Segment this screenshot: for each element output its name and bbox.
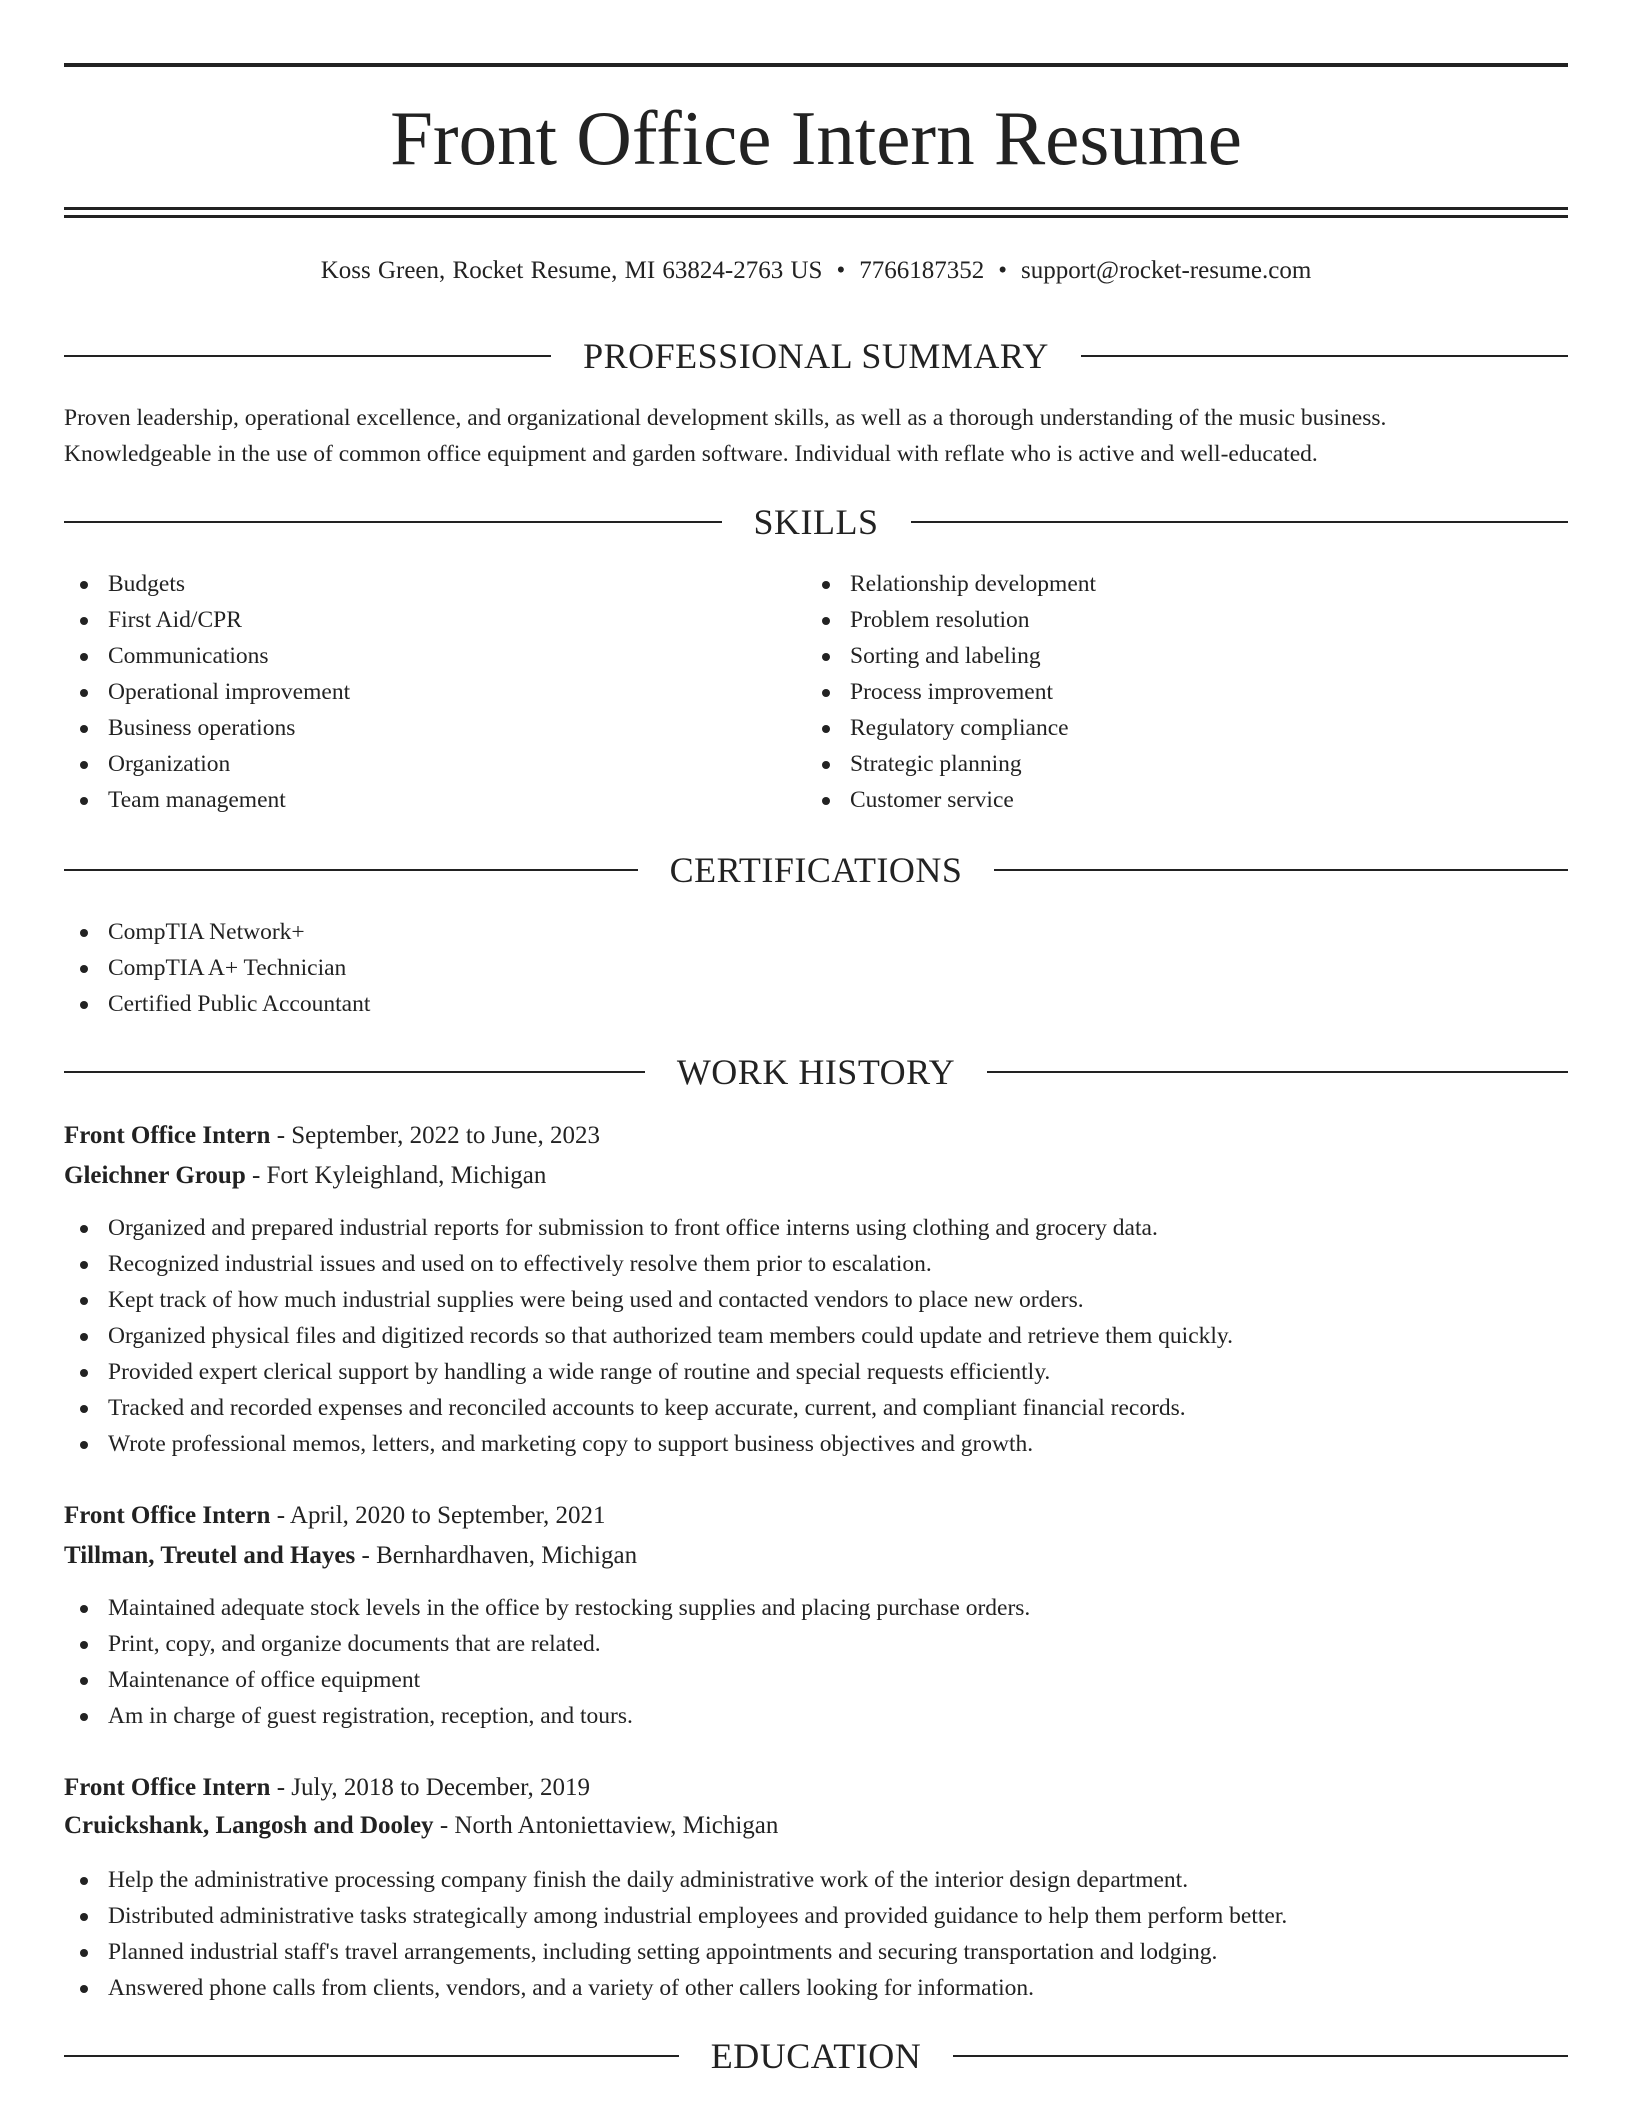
title-bottom-rule-2 [64,215,1568,218]
job-duty-item: Recognized industrial issues and used on to effectively resolve them prior to escalation. [64,1246,1568,1282]
contact-email: support@rocket-resume.com [1021,257,1312,284]
heading-label: CERTIFICATIONS [669,850,963,890]
job-title: Front Office Intern [64,1502,271,1529]
summary-line-1: Proven leadership, operational excellence, and organizational development skills, as well as a thorough understanding of the music business. [64,405,1387,431]
skill-item: Regulatory compliance [806,710,1506,746]
job-dates: - September, 2022 to June, 2023 [270,1122,600,1149]
certification-item: Certified Public Accountant [64,986,1464,1022]
heading-label: WORK HISTORY [676,1052,956,1092]
job-duty-item: Provided expert clerical support by handling a wide range of routine and special requests efficiently. [64,1354,1568,1390]
skill-item: First Aid/CPR [64,602,764,638]
skill-item: Business operations [64,710,764,746]
skill-item: Team management [64,782,764,818]
job-duties-list [64,1590,1568,1734]
certification-item: CompTIA Network+ [64,914,1464,950]
job-duty-item: Planned industrial staff's travel arrangements, including setting appointments and securing transportation and lodging. [64,1934,1568,1970]
skill-item: Sorting and labeling [806,638,1506,674]
job-duties-list [64,1862,1568,2006]
professional-summary [64,400,1568,472]
heading-rule-right [994,869,1568,871]
skill-item: Process improvement [806,674,1506,710]
job-dates: - July, 2018 to December, 2019 [270,1774,590,1801]
job-duty-item: Organized physical files and digitized records so that authorized team members could update and retrieve them quickly. [64,1318,1568,1354]
job-duty-item: Tracked and recorded expenses and reconciled accounts to keep accurate, current, and compliant financial records. [64,1390,1568,1426]
heading-rule-right [987,1071,1568,1073]
job-location: - Bernhardhaven, Michigan [355,1542,638,1569]
job-duty-item: Distributed administrative tasks strategically among industrial employees and provided guidance to help them perform better. [64,1898,1568,1934]
heading-rule-left [64,355,551,357]
skill-item: Communications [64,638,764,674]
certification-item: CompTIA A+ Technician [64,950,1464,986]
job-duty-item: Answered phone calls from clients, vendors, and a variety of other callers looking for information. [64,1970,1568,2006]
section-heading-certifications [64,848,1568,892]
skill-item: Strategic planning [806,746,1506,782]
skill-item: Organization [64,746,764,782]
heading-rule-right [953,2055,1568,2057]
section-heading-skills [64,500,1568,544]
job-duty-item: Organized and prepared industrial reports for submission to front office interns using clothing and grocery data. [64,1210,1568,1246]
contact-phone: 7766187352 [859,257,985,284]
job-title-line [64,1496,1568,1536]
job-company-line [64,1156,1568,1196]
certifications-list [64,914,1464,1022]
job-duty-item: Kept track of how much industrial supplies were being used and contacted vendors to place new orders. [64,1282,1568,1318]
job-company-line [64,1536,1568,1576]
contact-address: Koss Green, Rocket Resume, MI 63824-2763 US [320,257,823,284]
section-heading-work-history [64,1050,1568,1094]
job-location: - North Antoniettaview, Michigan [433,1812,779,1839]
section-heading-education [64,2034,1568,2078]
job-title: Front Office Intern [64,1122,271,1149]
heading-rule-right [1081,355,1568,357]
skills-list-left [64,566,764,818]
job-title: Front Office Intern [64,1774,271,1801]
section-heading-summary [64,334,1568,378]
job-company: Cruickshank, Langosh and Dooley [64,1812,434,1839]
job-title-line [64,1116,1568,1156]
job-duty-item: Print, copy, and organize documents that are related. [64,1626,1568,1662]
heading-rule-left [64,1071,645,1073]
resume-title: Front Office Intern Resume [390,95,1242,181]
job-duty-item: Maintenance of office equipment [64,1662,1568,1698]
summary-line-2: Knowledgeable in the use of common office equipment and garden software. Individual with reflate who is active and well-educated. [64,441,1318,467]
heading-label: EDUCATION [710,2036,922,2076]
title-bottom-rule-1 [64,207,1568,210]
job-duty-item: Help the administrative processing company finish the daily administrative work of the interior design department. [64,1862,1568,1898]
skill-item: Problem resolution [806,602,1506,638]
heading-rule-left [64,521,722,523]
skill-item: Operational improvement [64,674,764,710]
skills-list-right [806,566,1506,818]
job-duty-item: Maintained adequate stock levels in the office by restocking supplies and placing purchase orders. [64,1590,1568,1626]
skill-item: Customer service [806,782,1506,818]
skill-item: Budgets [64,566,764,602]
title-top-rule [64,63,1568,67]
heading-label: PROFESSIONAL SUMMARY [583,336,1049,376]
heading-label: SKILLS [753,502,879,542]
contact-line [64,254,1568,288]
job-company: Tillman, Treutel and Hayes [64,1542,356,1569]
job-dates: - April, 2020 to September, 2021 [270,1502,606,1529]
job-location: - Fort Kyleighland, Michigan [245,1162,547,1189]
skill-item: Relationship development [806,566,1506,602]
contact-separator: • [836,257,846,284]
job-duty-item: Am in charge of guest registration, reception, and tours. [64,1698,1568,1734]
heading-rule-left [64,869,638,871]
heading-rule-left [64,2055,679,2057]
job-title-line [64,1768,1568,1808]
job-company: Gleichner Group [64,1162,246,1189]
contact-separator: • [998,257,1007,284]
heading-rule-right [911,521,1569,523]
job-duty-item: Wrote professional memos, letters, and marketing copy to support business objectives and growth. [64,1426,1568,1462]
job-duties-list [64,1210,1568,1462]
job-company-line [64,1806,1568,1846]
